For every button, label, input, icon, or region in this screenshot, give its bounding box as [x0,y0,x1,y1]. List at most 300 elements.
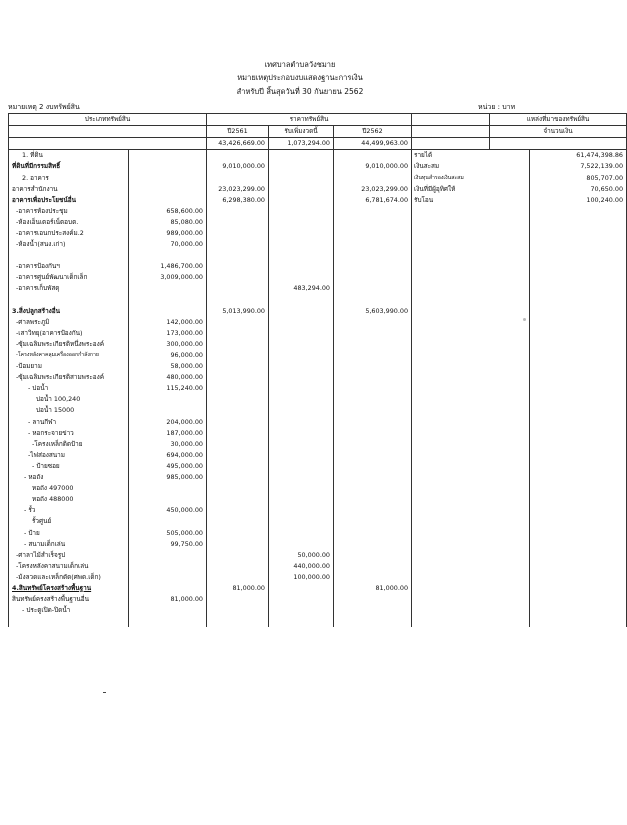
row-value-increase [269,239,334,250]
row-value-increase [269,417,334,428]
row-value-increase [269,516,334,527]
row-value-increase [269,339,334,350]
row-sub-amount: 694,000.00 [129,450,207,461]
row-value-increase [269,405,334,416]
row-source [412,250,530,261]
row-sub-amount: 3,009,000.00 [129,272,207,283]
row-value-2562 [334,328,412,339]
table-row [9,383,627,394]
org-name: เทศบาลตำบลวังชมาย [264,60,336,69]
row-value-increase [269,394,334,405]
row-source-amount [530,394,627,405]
row-label: อาคารเพื่อประโยชน์อื่น [9,195,129,206]
row-value-2562 [334,239,412,250]
row-value-increase [269,605,334,616]
row-value-increase: 50,000.00 [269,550,334,561]
statement-title: หมายเหตุประกอบงบแสดงฐานะการเงิน [237,73,363,82]
row-source-amount [530,228,627,239]
row-label: -เสาวิทยุ(อาคารป้องกัน) [9,328,129,339]
row-label: -ศาลาไม้สำเร็จรูป [9,550,129,561]
row-source-amount [530,350,627,361]
row-value-increase [269,461,334,472]
row-sub-amount [129,306,207,317]
row-value-2562 [334,261,412,272]
row-value-2562 [334,317,412,328]
row-source [412,217,530,228]
row-source-amount [530,405,627,416]
row-sub-amount: 985,000.00 [129,472,207,483]
row-sub-amount [129,516,207,527]
row-source-amount [530,306,627,317]
row-value-2562 [334,339,412,350]
row-value-increase [269,217,334,228]
col-asset-price: ราคาทรัพย์สิน [207,114,412,126]
table-row [9,195,627,206]
row-sub-amount: 81,000.00 [129,594,207,605]
table-row [9,317,627,328]
row-label: บ่อน้ำ 15000 [9,405,129,416]
row-source-amount [530,505,627,516]
row-source-amount [530,616,627,627]
row-source [412,361,530,372]
row-source-amount [530,583,627,594]
row-value-2562 [334,361,412,372]
row-source-amount [530,261,627,272]
col-increase: รับเพิ่มงวดนี้ [269,126,334,138]
row-value-2562: 9,010,000.00 [334,161,412,172]
table-row [9,550,627,561]
row-value-2562 [334,217,412,228]
row-value-2562 [334,450,412,461]
total-increase: 1,073,294.00 [269,138,334,150]
row-value-increase [269,450,334,461]
row-value-increase [269,539,334,550]
table-row [9,527,627,538]
row-value-2561 [207,172,269,183]
row-sub-amount [129,283,207,294]
row-value-increase [269,317,334,328]
row-label: -โครงหลังคาสนามเด็กเล่น [9,561,129,572]
row-value-2562 [334,472,412,483]
row-source [412,494,530,505]
table-row [9,516,627,527]
row-source [412,472,530,483]
row-sub-amount [129,161,207,172]
row-source-amount [530,439,627,450]
row-value-2561 [207,572,269,583]
row-source [412,328,530,339]
row-sub-amount [129,483,207,494]
row-label: -โครงเหล็กติดป้าย [9,439,129,450]
row-value-increase [269,261,334,272]
row-source-amount [530,450,627,461]
table-row [9,472,627,483]
row-source-amount: 100,240.00 [530,195,627,206]
row-source [412,605,530,616]
row-source [412,239,530,250]
row-source-amount [530,283,627,294]
table-row [9,150,627,162]
row-sub-amount: 173,000.00 [129,328,207,339]
table-row [9,417,627,428]
row-label [9,295,129,306]
row-sub-amount [129,405,207,416]
table-row [9,306,627,317]
row-sub-amount: 1,486,700.00 [129,261,207,272]
row-source-amount [530,527,627,538]
row-source [412,428,530,439]
row-value-2561 [207,350,269,361]
row-label: -อาคารป้องกันฯ [9,261,129,272]
row-value-2562 [334,295,412,306]
row-value-increase [269,505,334,516]
row-value-2562 [334,594,412,605]
row-source-amount [530,372,627,383]
row-sub-amount: 142,000.00 [129,317,207,328]
row-value-2562 [334,516,412,527]
table-row [9,339,627,350]
row-label: - หอถัง [9,472,129,483]
row-source-amount [530,572,627,583]
row-sub-amount: 300,000.00 [129,339,207,350]
table-row [9,394,627,405]
row-value-2561 [207,405,269,416]
row-value-2561: 23,023,299.00 [207,184,269,195]
row-source-amount [530,550,627,561]
row-sub-amount [129,605,207,616]
row-source-amount [530,472,627,483]
row-value-2562 [334,494,412,505]
row-sub-amount [129,494,207,505]
row-value-2562: 5,603,990.00 [334,306,412,317]
row-value-2562 [334,272,412,283]
row-source-amount [530,206,627,217]
row-label: - สนามเด็กเล่น [9,539,129,550]
row-source [412,339,530,350]
row-value-2562 [334,228,412,239]
row-source-amount: 61,474,398.86 [530,150,627,162]
row-source-amount [530,561,627,572]
row-sub-amount: 85,080.00 [129,217,207,228]
row-source-amount [530,383,627,394]
row-value-2561 [207,361,269,372]
row-value-2562 [334,539,412,550]
table-row [9,561,627,572]
row-source [412,383,530,394]
row-label: -อาคารเก็บพัสดุ [9,283,129,294]
row-source-amount [530,217,627,228]
row-source-amount: 7,522,139.00 [530,161,627,172]
row-source [412,505,530,516]
row-value-2561 [207,328,269,339]
row-sub-amount [129,172,207,183]
row-value-increase [269,250,334,261]
row-sub-amount [129,550,207,561]
row-value-increase [269,161,334,172]
unit-label: หน่วย : บาท [478,103,516,111]
row-value-increase [269,583,334,594]
table-row [9,161,627,172]
row-value-2561: 6,298,380.00 [207,195,269,206]
row-source [412,228,530,239]
row-value-2562 [334,405,412,416]
row-value-2561: 81,000.00 [207,583,269,594]
row-value-increase [269,172,334,183]
row-label: -ซุ้มเฉลิมพระเกียรติหนึ่งพระองค์ [9,339,129,350]
row-value-2562 [334,527,412,538]
row-value-2562 [334,250,412,261]
row-label: -อาคารเอนกประสงค์ม.2 [9,228,129,239]
table-row [9,505,627,516]
row-label: - ลานกีฬา [9,417,129,428]
table-row [9,272,627,283]
row-sub-amount [129,572,207,583]
row-value-2562 [334,605,412,616]
row-sub-amount: 30,000.00 [129,439,207,450]
row-sub-amount: 989,000.00 [129,228,207,239]
row-value-2562 [334,394,412,405]
row-sub-amount: 204,000.00 [129,417,207,428]
row-label: -ห้องเอ็นเตอร์เน็ตอบต. [9,217,129,228]
table-row [9,539,627,550]
row-source-amount [530,250,627,261]
row-value-2562 [334,383,412,394]
row-value-increase [269,472,334,483]
row-source-amount [530,295,627,306]
row-label: - ป้าย [9,527,129,538]
row-value-increase [269,494,334,505]
row-value-increase [269,594,334,605]
table-row [9,184,627,195]
row-source-amount [530,361,627,372]
row-label: -ม้งลวดและเหล็กดัด(ศพด.เด็ก) [9,572,129,583]
row-source-amount [530,317,627,328]
row-value-increase [269,306,334,317]
row-value-increase [269,350,334,361]
row-sub-amount: 99,750.00 [129,539,207,550]
table-row [9,494,627,505]
table-row [9,328,627,339]
row-label: -โครงหลังคาคลุมเครื่องออกกำลังกาย [9,350,129,361]
col-asset-source: แหล่งที่มาของทรัพย์สิน [490,114,627,126]
row-value-increase [269,150,334,162]
row-source-amount [530,594,627,605]
row-label: รั้วศูนย์ [9,516,129,527]
row-value-2562 [334,150,412,162]
row-label: -ไฟส่องสนาม [9,450,129,461]
row-label: หอถัง 497000 [9,483,129,494]
table-row [9,450,627,461]
row-value-2562: 23,023,299.00 [334,184,412,195]
row-label: หอถัง 488000 [9,494,129,505]
row-source [412,417,530,428]
row-label: สินทรัพย์ครงสร้างพื้นฐานอื่น [9,594,129,605]
row-label: -อาคารห้องประชุม [9,206,129,217]
row-source [412,295,530,306]
row-source-amount [530,428,627,439]
row-value-2562 [334,561,412,572]
row-source [412,483,530,494]
row-value-2561 [207,516,269,527]
row-source [412,350,530,361]
row-value-2562 [334,461,412,472]
row-value-2561 [207,472,269,483]
row-value-increase [269,361,334,372]
row-value-increase [269,295,334,306]
row-value-2561 [207,317,269,328]
row-source-amount [530,272,627,283]
row-value-2561 [207,228,269,239]
row-source [412,317,530,328]
row-value-2561 [207,450,269,461]
col-amount: จำนวนเงิน [490,126,627,138]
row-sub-amount: 187,000.00 [129,428,207,439]
row-source [412,516,530,527]
row-sub-amount: 96,000.00 [129,350,207,361]
row-label: - หอกระจายข่าว [9,428,129,439]
table-row [9,283,627,294]
row-source-amount [530,417,627,428]
row-source-amount [530,605,627,616]
table-row [9,594,627,605]
row-source-amount [530,328,627,339]
row-value-increase [269,228,334,239]
row-source [412,206,530,217]
row-value-2562 [334,172,412,183]
row-sub-amount [129,583,207,594]
row-value-increase [269,483,334,494]
row-source-amount: 70,650.00 [530,184,627,195]
table-row [9,616,627,627]
table-row [9,605,627,616]
row-value-2561 [207,394,269,405]
period-line: สำหรับปี สิ้นสุดวันที่ 30 กันยายน 2562 [236,87,364,96]
row-value-2561 [207,594,269,605]
row-source [412,461,530,472]
row-value-2562 [334,350,412,361]
row-label: ที่ดินที่มีกรรมสิทธิ์ [9,161,129,172]
row-value-2561 [207,561,269,572]
row-source-amount [530,339,627,350]
row-label [9,250,129,261]
row-value-2562 [334,483,412,494]
row-value-2561 [207,206,269,217]
scan-speck [523,318,526,321]
col-asset-type: ประเภททรัพย์สิน [9,114,207,126]
row-value-2561 [207,439,269,450]
row-label: - ป้ายซอย [9,461,129,472]
row-value-2561 [207,428,269,439]
row-label: - รั้ว [9,505,129,516]
row-sub-amount [129,195,207,206]
row-label: - บ่อน้ำ [9,383,129,394]
row-source: เงินทุนสำรองเงินสะสม [412,172,530,183]
row-value-2561 [207,283,269,294]
row-source: เงินที่มีผู้อุทิศให้ [412,184,530,195]
row-source [412,306,530,317]
row-value-increase: 483,294.00 [269,283,334,294]
row-value-2562 [334,417,412,428]
row-value-increase [269,428,334,439]
table-row [9,439,627,450]
row-label: 3.สิ่งปลูกสร้างอื่น [9,306,129,317]
row-source [412,583,530,594]
row-value-2562 [334,283,412,294]
row-source [412,272,530,283]
table-row [9,572,627,583]
table-row [9,461,627,472]
row-value-increase [269,195,334,206]
table-row [9,350,627,361]
row-value-2562 [334,572,412,583]
row-value-2562 [334,428,412,439]
table-row [9,583,627,594]
row-value-increase: 100,000.00 [269,572,334,583]
row-sub-amount: 115,240.00 [129,383,207,394]
row-source [412,372,530,383]
row-value-2561 [207,150,269,162]
row-value-2561 [207,527,269,538]
row-label [9,616,129,627]
pen-mark [103,692,106,693]
row-label: 4.สินทรัพย์โครงสร้างพื้นฐาน [9,583,129,594]
row-value-increase: 440,000.00 [269,561,334,572]
total-2561: 43,426,669.00 [207,138,269,150]
table-row [9,228,627,239]
row-sub-amount [129,394,207,405]
row-label: - ประตูเปิด-ปิดน้ำ [9,605,129,616]
row-value-2561 [207,539,269,550]
row-sub-amount [129,250,207,261]
col-year-2562: ปี2562 [334,126,412,138]
row-source [412,561,530,572]
row-value-2562 [334,439,412,450]
row-value-2561 [207,372,269,383]
row-sub-amount [129,150,207,162]
table-row [9,217,627,228]
note-label: หมายเหตุ 2 งบทรัพย์สิน [8,103,80,111]
row-sub-amount: 505,000.00 [129,527,207,538]
row-source [412,572,530,583]
header-row-2 [9,126,627,138]
row-value-2561 [207,272,269,283]
row-value-2561 [207,250,269,261]
row-label: -ศาลพระภูมิ [9,317,129,328]
totals-row [9,138,627,150]
row-source-amount [530,516,627,527]
table-row [9,261,627,272]
row-label: -ป้อมยาม [9,361,129,372]
row-value-increase [269,439,334,450]
row-value-2562: 81,000.00 [334,583,412,594]
row-value-increase [269,206,334,217]
row-source-amount: 805,707.00 [530,172,627,183]
row-source: เงินสะสม [412,161,530,172]
table-row [9,405,627,416]
row-value-2562 [334,372,412,383]
row-sub-amount [129,561,207,572]
row-value-2561: 5,013,990.00 [207,306,269,317]
row-value-2562: 6,781,674.00 [334,195,412,206]
table-row [9,250,627,261]
row-value-2561 [207,483,269,494]
table-row [9,372,627,383]
row-source [412,450,530,461]
row-source [412,405,530,416]
row-value-2561 [207,417,269,428]
row-sub-amount: 480,000.00 [129,372,207,383]
row-source-amount [530,239,627,250]
